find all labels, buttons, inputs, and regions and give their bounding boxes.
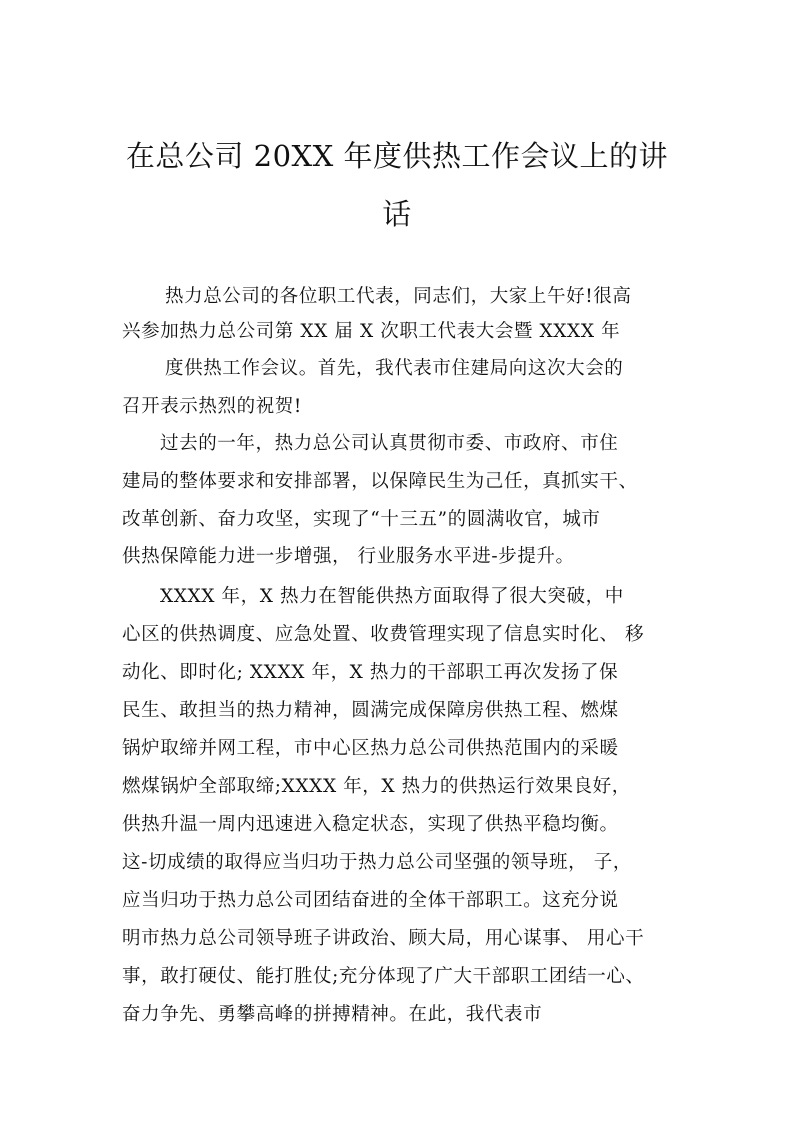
body-line: 动化、即时化; XXXX 年，X 热力的干部职工再次发扬了保 [122,662,619,683]
body-line: 热力总公司的各位职工代表，同志们，大家上午好!很高 [165,286,632,307]
body-line: XXXX 年，X 热力在智能供热方面取得了很大突破，中 [160,586,624,607]
body-line: 锅炉取缔并网工程，市中心区热力总公司供热范围内的采暖 [122,738,619,759]
body-line: 供热保障能力进一步增强， 行业服务水平进-步提升。 [122,546,575,567]
document-title-line-1: 在总公司 20XX 年度供热工作会议上的讲 [125,139,669,173]
body-line: 建局的整体要求和安排部署，以保障民生为己任，真抓实干、 [122,471,638,492]
body-line: 民生、敢担当的热力精神，圆满完成保障房供热工程、燃煤 [122,700,619,721]
body-line: 奋力争先、勇攀高峰的拼搏精神。在此，我代表市 [122,1004,543,1025]
document-title-line-2: 话 [382,197,412,231]
body-line: 应当归功于热力总公司团结奋进的全体干部职工。这充分说 [122,890,619,911]
body-line: 供热升温一周内迅速进入稳定状态，实现了供热平稳均衡。 [122,814,619,835]
body-line: 召开表示热烈的祝贺! [122,396,302,417]
body-line: 这-切成绩的取得应当归功于热力总公司坚强的领导班， 子， [122,852,632,873]
body-line: 改革创新、奋力攻坚，实现了“十三五”的圆满收官，城市 [122,509,601,530]
body-line: 燃煤锅炉全部取缔;XXXX 年，X 热力的供热运行效果良好， [122,776,631,797]
body-line: 心区的供热调度、应急处置、收费管理实现了信息实时化、 移 [122,624,645,645]
body-line: 度供热工作会议。首先，我代表市住建局向这次大会的 [165,358,624,379]
body-line: 过去的一年，热力总公司认真贯彻市委、市政府、市住 [160,433,619,454]
body-line: 事，敢打硬仗、能打胜仗;充分体现了广大干部职工团结一心、 [122,966,645,987]
body-line: 兴参加热力总公司第 XX 届 X 次职工代表大会暨 XXXX 年 [122,321,621,342]
body-line: 明市热力总公司领导班子讲政治、顾大局，用心谋事、 用心干 [122,928,645,949]
